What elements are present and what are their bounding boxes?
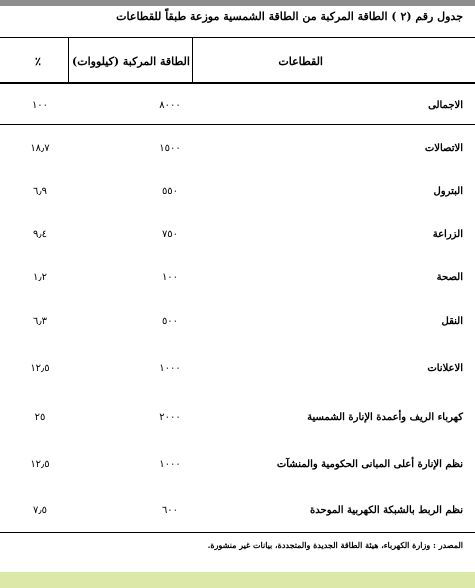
table-cell-power: ٥٥٠ (161, 186, 179, 197)
table-cell-sector: الصحة (436, 272, 463, 283)
table-title: جدول رقم (٢ ) الطاقة المركبة من الطاقة الشمسية موزعة طبقاً للقطاعات (116, 10, 463, 23)
header-sector: القطاعات (278, 55, 323, 68)
table-cell-sector: البترول (433, 186, 463, 197)
table-cell-sector: الزراعة (432, 229, 463, 240)
table-cell-sector: نظم الربط بالشبكة الكهربية الموحدة (310, 505, 463, 516)
column-divider-percent (68, 38, 69, 83)
table-cell-power: ١٥٠٠ (159, 143, 181, 154)
table-cell-power: ١٠٠٠ (159, 363, 181, 374)
table-cell-sector: كهرباء الريف وأعمدة الإنارة الشمسية (307, 412, 463, 423)
table-cell-sector: النقل (441, 316, 463, 327)
table-bottom-border (0, 532, 475, 533)
table-cell-sector: الاعلانات (427, 363, 463, 374)
table-cell-percent: ١٨٫٧ (30, 143, 50, 154)
table-cell-percent: ٦٫٩ (33, 186, 47, 197)
header-power: الطاقة المركبة (كيلووات) (72, 55, 190, 68)
table-cell-sector: نظم الإنارة أعلى المبانى الحكومية والمنشآت (276, 459, 463, 470)
total-row-divider (0, 124, 475, 125)
top-border-bar (0, 0, 475, 6)
table-cell-percent: ٦٫٣ (33, 316, 47, 327)
header-percent: ٪ (35, 55, 41, 68)
table-cell-sector: الاتصالات (424, 143, 463, 154)
table-cell-percent: ٢٥ (34, 412, 46, 423)
table-cell-power: ٥٠٠ (161, 316, 179, 327)
table-cell-power: ٢٠٠٠ (159, 412, 181, 423)
table-cell-percent: ٧٫٥ (33, 505, 47, 516)
table-cell-percent: ٩٫٤ (33, 229, 47, 240)
table-cell-power: ١٠٠ (161, 272, 179, 283)
table-cell-percent: ١٫٢ (33, 272, 47, 283)
table-cell-sector: الاجمالى (428, 100, 463, 111)
table-cell-power: ٦٠٠ (161, 505, 179, 516)
table-cell-power: ٨٠٠٠ (159, 100, 181, 111)
table-cell-power: ١٠٠٠ (159, 459, 181, 470)
source-note: المصدر : وزارة الكهرباء، هيئة الطاقة الجديدة والمتجددة، بيانات غير منشورة. (207, 540, 463, 550)
table-cell-power: ٧٥٠ (161, 229, 179, 240)
table-top-border (0, 37, 475, 38)
table-cell-percent: ١٠٠ (31, 100, 49, 111)
table-cell-percent: ١٢٫٥ (30, 459, 50, 470)
bottom-border-bar (0, 572, 475, 588)
column-divider-power (192, 38, 193, 83)
header-bottom-border (0, 82, 475, 84)
table-cell-percent: ١٢٫٥ (30, 363, 50, 374)
